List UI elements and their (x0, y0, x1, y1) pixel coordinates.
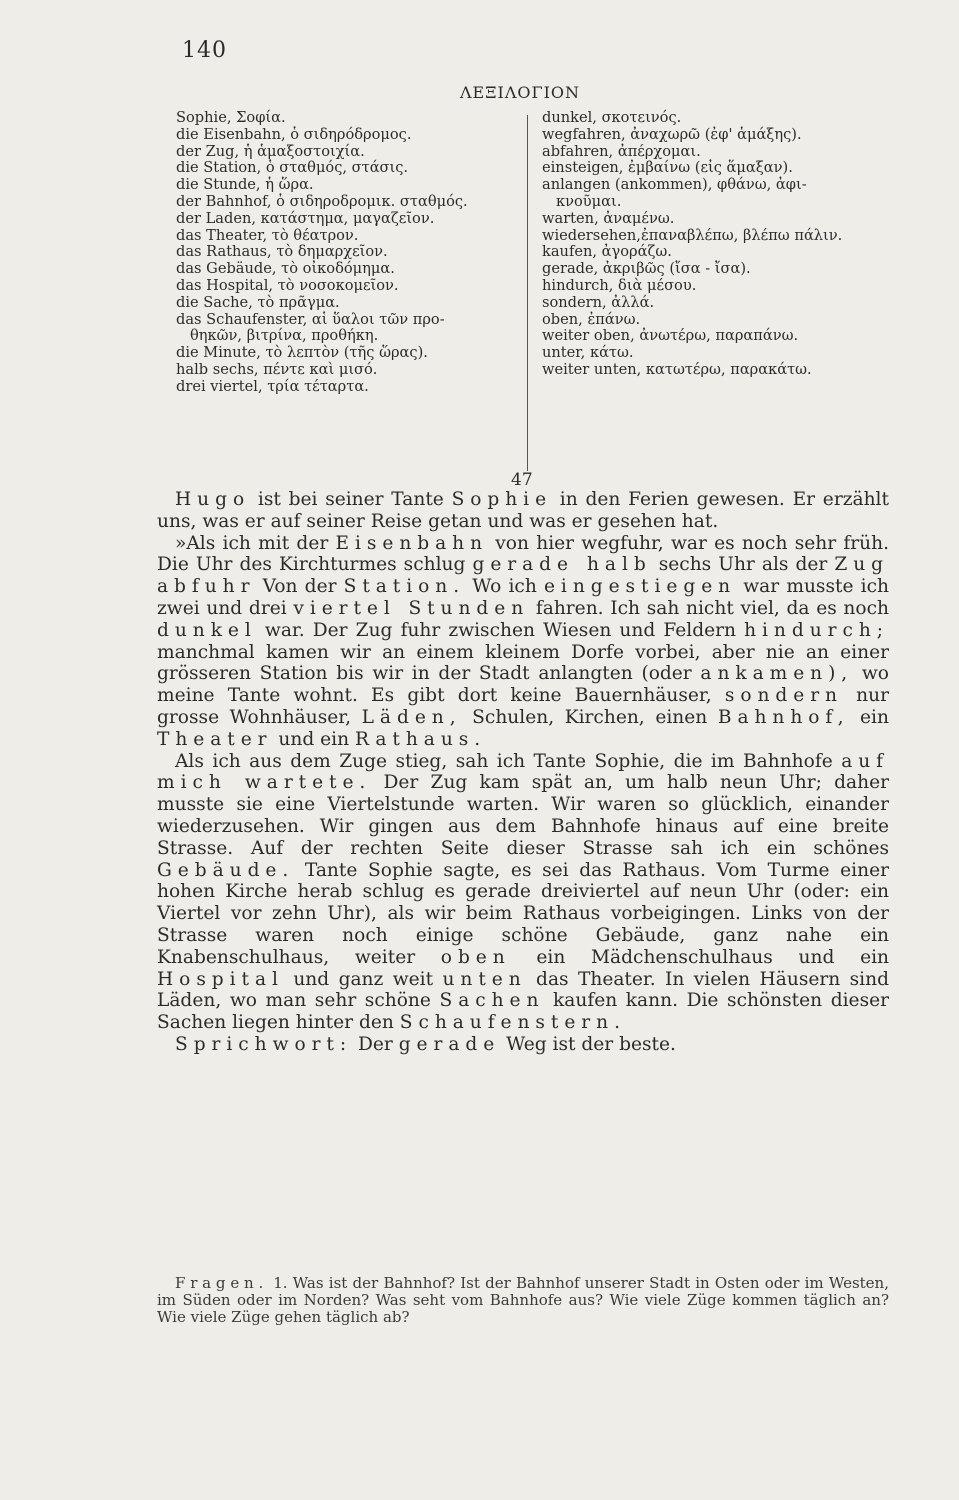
text-run: wo meine Tante wohnt. Es gibt dort keine Bauernhäuser, (157, 663, 889, 707)
column-divider (527, 115, 528, 471)
spaced-word: Gebäude. (157, 859, 295, 881)
spaced-word: hindurch; (744, 619, 889, 641)
spaced-word: gerade (398, 1033, 501, 1055)
vocabulary-left-column (176, 110, 506, 396)
vocab-entry: oben, ἐπάνω. (542, 310, 641, 328)
reading-text (157, 489, 889, 1056)
vocab-entry: das Hospital, τὸ νοσοκομεῖον. (176, 276, 399, 294)
spaced-word: Fragen. (175, 1274, 269, 1292)
spaced-word: Sachen (439, 990, 545, 1012)
spaced-word: Sophie (451, 489, 553, 510)
text-run: 1. Was ist der Bahnhof? Ist der Bahnhof unserer Stadt in Osten oder im Westen, im Süden oder im Norden? Was seht vom Bahnhofe aus? Wie viele Züge kommen täglich an? Wie viele Züge gehen täglich ab? (157, 1274, 889, 1327)
page-number: 140 (182, 38, 227, 63)
text-run: in den Ferien gewesen. Er erzählt uns, was er auf seiner Reise getan und was er gesehen hat. (157, 489, 889, 532)
spaced-word: Bahnhof, (717, 706, 850, 728)
paragraph (157, 751, 889, 1034)
vocab-entry: unter, κάτω. (542, 344, 634, 362)
proverb (157, 1034, 889, 1056)
lexicon-header: ΛΕΞΙΛΟΓΙΟΝ (460, 83, 581, 102)
vocab-entry: warten, ἀναμένω. (542, 209, 675, 227)
text-run: und ganz weit (283, 968, 443, 990)
text-run: ein Mädchenschulhaus und ein (510, 946, 889, 968)
spaced-word: sondern (724, 685, 843, 707)
vocab-entry: das Rathaus, τὸ δημαρχεῖον. (176, 243, 388, 261)
spaced-word: Station. (343, 576, 466, 598)
vocab-entry: κνοῦμαι. (556, 192, 622, 210)
spaced-word: Theater (157, 728, 273, 750)
spaced-word: ankamen), (700, 663, 854, 685)
vocab-entry: sondern, ἀλλά. (542, 293, 655, 311)
vocab-entry: kaufen, ἀγοράζω. (542, 243, 672, 261)
spaced-word: oben (440, 946, 511, 968)
vocab-entry: abfahren, ἀπέρχομαι. (542, 142, 701, 160)
text-run: Schulen, Kirchen, einen (461, 706, 718, 728)
spaced-word: Eisenbahn (335, 532, 489, 554)
vocab-entry: das Schaufenster, αἱ ὕαλοι τῶν προ- (176, 310, 445, 328)
text-run: Tante Sophie sagte, es sei das Rathaus. Vom Turme einer hohen Kirche herab schlug es gerade dreiviertel auf neun Uhr (oder: ein Viertel vor zehn Uhr), als wir beim Rathaus vorbeigingen. Links von der Strasse waren noch einige schöne Gebäude, ganz nahe ein Knabenschulhaus, weiter (157, 859, 889, 968)
vocab-entry: der Bahnhof, ὁ σιδηροδρομικ. σταθμός. (176, 192, 468, 210)
text-run: war. Der Zug fuhr zwischen Wiesen und Feldern (256, 619, 745, 641)
text-run: Weg ist der beste. (500, 1033, 676, 1055)
vocab-entry: das Theater, τὸ θέατρον. (176, 226, 359, 244)
spaced-word: Hugo (175, 489, 251, 510)
vocab-entry: halb sechs, πέντε καὶ μισό. (176, 360, 378, 378)
vocab-entry: anlangen (ankommen), φθάνω, ἀφι- (542, 176, 807, 194)
vocab-entry: dunkel, σκοτεινός. (542, 109, 682, 126)
text-run: nur grosse Wohnhäuser, (157, 685, 889, 728)
spaced-word: eingestiegen (543, 576, 737, 598)
vocab-entry: einsteigen, ἐμβαίνω (εἰς ἅμαξαν). (542, 159, 793, 177)
vocab-entry: θηκῶν, βιτρίνα, προθήκη. (190, 327, 379, 345)
vocab-entry: die Eisenbahn, ὁ σιδηρόδρομος. (176, 125, 412, 143)
spaced-word: Sprichwort: (175, 1033, 353, 1055)
vocab-entry: wiedersehen,ἐπαναβλέπω, βλέπω πάλιν. (542, 226, 843, 244)
text-run: fahren. Ich sah nicht viel, da es noch (529, 597, 889, 619)
text-run: Der Zug kam spät an, um halb neun Uhr; daher musste sie eine Viertelstunde warten. Wir waren so glücklich, einander wiederzusehen. Wir gingen aus dem Bahnhofe hinaus auf eine breite Strasse. Auf der rechten Seite dieser Strasse sah ich ein schönes (157, 772, 889, 859)
text-run: Als ich aus dem Zuge stieg, sah ich Tante Sophie, die im Bahnhofe (175, 750, 842, 772)
vocab-entry: die Sache, τὸ πρᾶγμα. (176, 293, 340, 311)
vocab-entry: Sophie, Σοφία. (176, 109, 286, 126)
vocab-entry: der Zug, ἡ ἁμαξοστοιχία. (176, 142, 365, 160)
spaced-word: Schaufenstern. (399, 1012, 626, 1034)
vocabulary-right-column (542, 110, 922, 379)
spaced-word: unten (442, 968, 527, 990)
text-run: »Als ich mit der (175, 532, 336, 554)
text-run: ist bei seiner Tante (250, 489, 452, 510)
paragraph (157, 533, 889, 751)
text-run: Wo ich (465, 576, 544, 598)
text-run: Von der (255, 576, 344, 598)
text-run: ein (849, 706, 889, 728)
spaced-word: dunkel (157, 619, 257, 641)
section-number: 47 (511, 470, 533, 490)
vocab-entry: drei viertel, τρία τέταρτα. (176, 377, 369, 395)
questions-paragraph (157, 1275, 889, 1327)
text-run: Der (352, 1033, 399, 1055)
spaced-word: Zug abfuhr (157, 554, 889, 598)
spaced-word: Läden, (361, 706, 462, 728)
spaced-word: auf mich wartete. (157, 750, 889, 794)
vocab-entry: gerade, ἀκριβῶς (ἴσα - ἴσα). (542, 260, 751, 278)
spaced-word: Hospital (157, 968, 284, 990)
paragraph (157, 489, 889, 533)
spaced-word: viertel Stunden (293, 597, 530, 619)
text-run: kaufen kann. Die schönsten dieser Sachen liegen hinter den (157, 990, 889, 1034)
vocab-entry: die Stunde, ἡ ὥρα. (176, 176, 314, 194)
text-run: manchmal kamen wir an einem kleinem Dorfe vorbei, aber nie an einer grösseren Station bis wir in der Stadt anlangten (oder (157, 641, 889, 685)
vocab-entry: weiter oben, ἀνωτέρω, παραπάνω. (542, 327, 799, 345)
text-run: sechs Uhr als der (651, 554, 835, 576)
vocab-entry: das Gebäude, τὸ οἰκοδόμημα. (176, 260, 395, 278)
text-run: war musste ich zwei und drei (157, 576, 889, 619)
vocab-entry: hindurch, διὰ μέσου. (542, 276, 697, 294)
text-run: das Theater. In vielen Häusern sind Läden, wo man sehr schöne (157, 968, 889, 1012)
vocab-entry: die Minute, τὸ λεπτὸν (τῆς ὥρας). (176, 344, 428, 362)
text-run: von hier wegfuhr, war es noch sehr früh. Die Uhr des Kirchturmes schlug (157, 532, 889, 576)
spaced-word: gerade halb (472, 554, 652, 576)
text-run: und ein (272, 728, 356, 750)
spaced-word: Rathaus. (355, 728, 487, 750)
vocab-entry: der Laden, κατάστημα, μαγαζεῖον. (176, 209, 435, 227)
vocab-entry: wegfahren, ἀναχωρῶ (ἐφ' ἁμάξης). (542, 125, 802, 143)
questions-section (157, 1275, 889, 1327)
vocab-entry: die Station, ὁ σταθμός, στάσις. (176, 159, 409, 177)
vocab-entry: weiter unten, κατωτέρω, παρακάτω. (542, 360, 812, 378)
